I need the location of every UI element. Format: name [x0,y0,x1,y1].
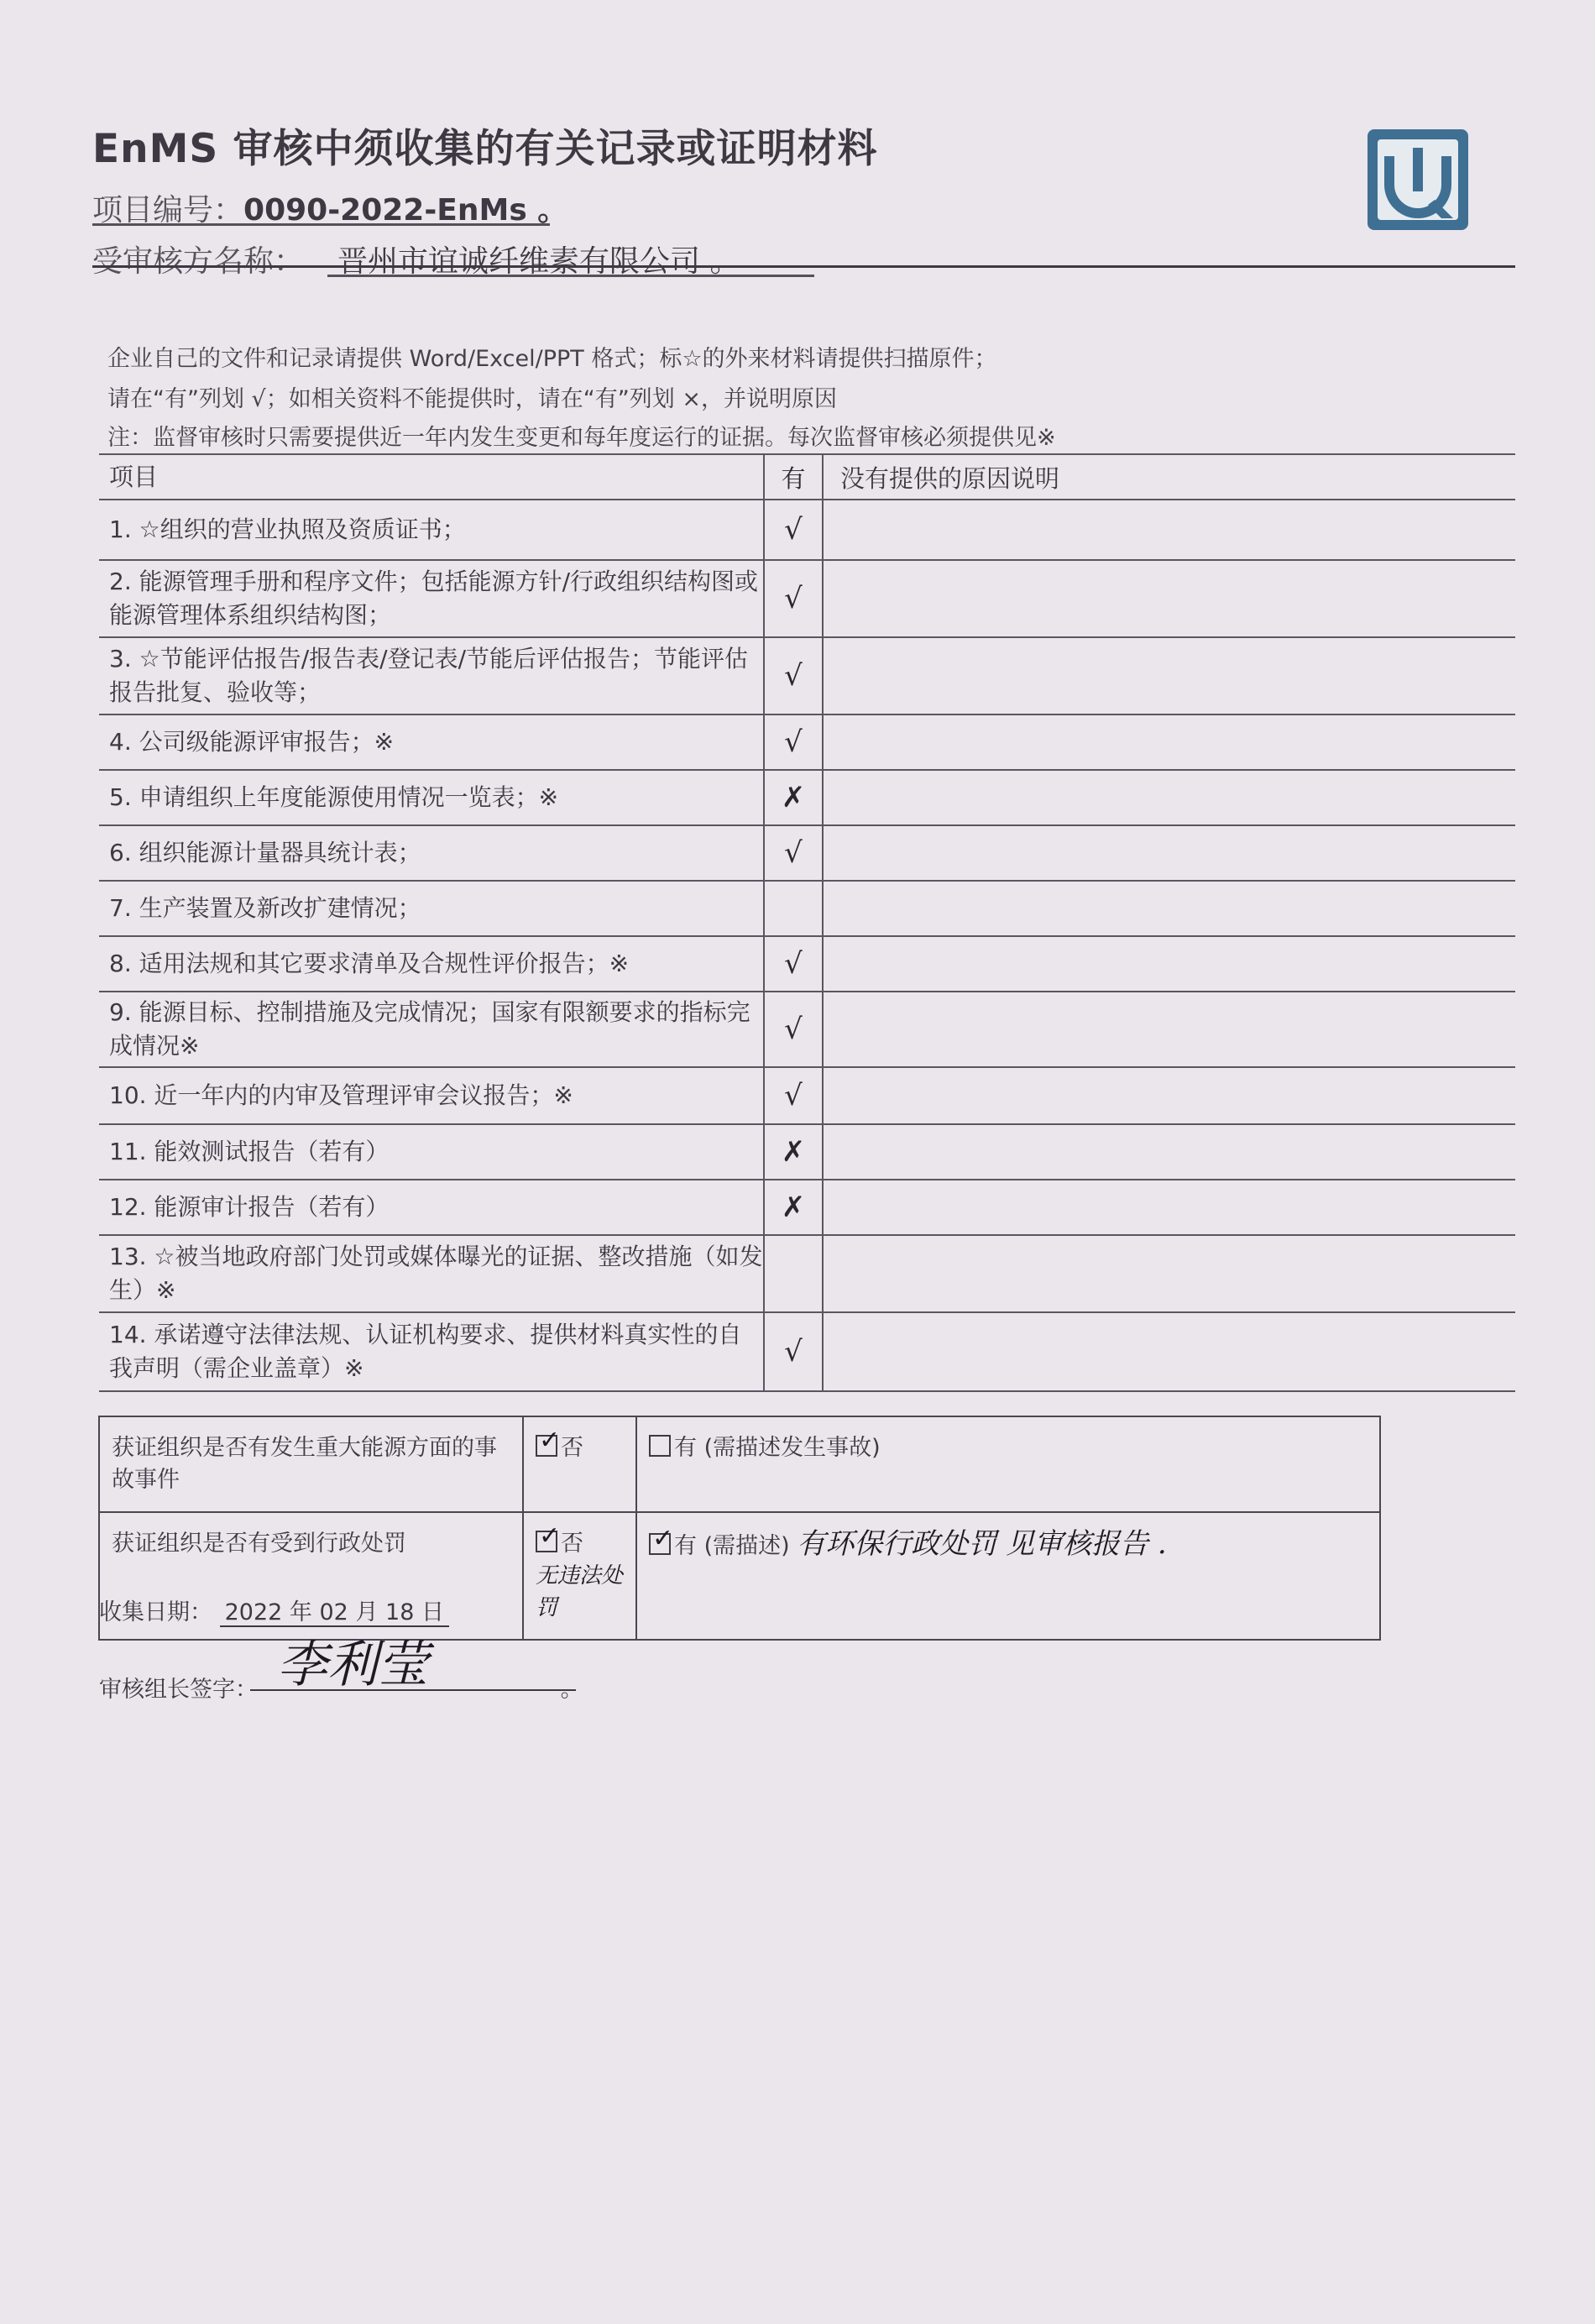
row-reason [823,1067,1515,1124]
header-rule [92,265,1515,268]
auditee-label: 受审核方名称： [92,244,305,279]
row-mark: √ [764,825,823,881]
row-reason [823,936,1515,992]
table-row [99,714,1515,770]
table-row [99,500,1515,560]
date-day: 18 [385,1599,415,1625]
certification-logo-icon [1364,126,1472,233]
row-label: 14. 承诺遵守法律法规、认证机构要求、提供材料真实性的自我声明（需企业盖章）※ [99,1312,764,1391]
row-mark: √ [764,560,823,637]
handwritten-description: 有环保行政处罚 见审核报告 . [797,1527,1167,1561]
collection-date [99,1594,449,1626]
table-row [99,560,1515,637]
month-unit: 月 [355,1599,379,1625]
checkbox-empty-icon[interactable] [649,1435,671,1457]
row-label: 5. 申请组织上年度能源使用情况一览表；※ [99,770,764,825]
row-mark: √ [764,637,823,714]
row-label: 10. 近一年内的内审及管理评审会议报告；※ [99,1067,764,1124]
header-reason: 没有提供的原因说明 [823,454,1515,500]
row-reason [823,992,1515,1067]
day-unit: 日 [421,1599,444,1625]
checkbox-checked-icon[interactable] [649,1533,671,1555]
yes-label: 有 (需描述发生事故) [674,1435,881,1461]
answer-yes [636,1416,1380,1512]
handwritten-signature: 李利莹 [277,1636,428,1694]
table-header-row [99,454,1515,500]
row-reason [823,560,1515,637]
row-label: 11. 能效测试报告（若有） [99,1124,764,1180]
project-number-label: 项目编号： [92,193,244,228]
answer-yes [636,1512,1380,1640]
question-text: 获证组织是否有受到行政处罚 [99,1512,523,1640]
answer-no [523,1416,636,1512]
table-row [99,936,1515,992]
instruction-note-1: 企业自己的文件和记录请提供 Word/Excel/PPT 格式；标☆的外来材料请提供扫描原件； [107,346,997,372]
row-reason [823,881,1515,936]
row-label: 7. 生产装置及新改扩建情况； [99,881,764,936]
row-mark: √ [764,1312,823,1391]
handwritten-note: 无违法处罚 [536,1563,624,1620]
header-have: 有 [764,454,823,500]
row-reason [823,637,1515,714]
row-mark [764,881,823,936]
row-mark: √ [764,714,823,770]
row-reason [823,1124,1515,1180]
row-reason [823,1180,1515,1235]
table-row [99,637,1515,714]
row-label: 13. ☆被当地政府部门处罚或媒体曝光的证据、整改措施（如发生）※ [99,1235,764,1312]
row-reason [823,825,1515,881]
signature-label: 审核组长签字： [99,1677,258,1703]
no-label: 否 [561,1531,583,1557]
row-label: 12. 能源审计报告（若有） [99,1180,764,1235]
year-unit: 年 [289,1599,312,1625]
row-reason [823,1235,1515,1312]
checkbox-checked-icon[interactable] [536,1435,557,1457]
row-label: 8. 适用法规和其它要求清单及合规性评价报告；※ [99,936,764,992]
row-label: 4. 公司级能源评审报告；※ [99,714,764,770]
question-row-incident [99,1416,1380,1512]
answer-no [523,1512,636,1640]
row-mark: ✗ [764,1180,823,1235]
date-label: 收集日期： [99,1599,212,1625]
row-mark: ✗ [764,1124,823,1180]
question-text: 获证组织是否有发生重大能源方面的事故事件 [99,1416,523,1512]
row-label: 3. ☆节能评估报告/报告表/登记表/节能后评估报告；节能评估报告批复、验收等； [99,637,764,714]
row-label: 2. 能源管理手册和程序文件；包括能源方针/行政组织结构图或能源管理体系组织结构图； [99,560,764,637]
row-mark: √ [764,1067,823,1124]
row-mark [764,1235,823,1312]
checkbox-checked-icon[interactable] [536,1531,557,1552]
row-reason [823,500,1515,560]
project-number-underline [92,223,550,226]
auditee-underline [327,275,814,277]
table-row [99,1180,1515,1235]
table-row [99,825,1515,881]
yes-label: 有 (需描述) [674,1533,790,1559]
header-item: 项目 [99,454,764,500]
row-reason [823,770,1515,825]
table-row [99,1124,1515,1180]
table-row [99,1312,1515,1391]
date-value [220,1599,449,1627]
row-label: 9. 能源目标、控制措施及完成情况；国家有限额要求的指标完成情况※ [99,992,764,1067]
row-reason [823,714,1515,770]
table-row [99,992,1515,1067]
row-mark: √ [764,936,823,992]
instruction-note-3: 注：监督审核时只需要提供近一年内发生变更和每年度运行的证据。每次监督审核必须提供见※ [107,425,1056,451]
records-table [99,453,1515,1392]
row-label: 6. 组织能源计量器具统计表； [99,825,764,881]
row-mark: √ [764,500,823,560]
auditee-value: 晋州市谊诚纤维素有限公司 。 [337,244,740,279]
table-row [99,1067,1515,1124]
row-reason [823,1312,1515,1391]
row-mark: ✗ [764,770,823,825]
document-title: EnMS 审核中须收集的有关记录或证明材料 [92,126,878,172]
date-month: 02 [319,1599,348,1625]
no-label: 否 [561,1435,583,1461]
row-mark: √ [764,992,823,1067]
signature-end: 。 [560,1677,583,1703]
instruction-note-2: 请在“有”列划 √；如相关资料不能提供时，请在“有”列划 ×，并说明原因 [107,386,837,412]
table-row [99,1235,1515,1312]
date-year: 2022 [224,1599,283,1625]
table-row [99,881,1515,936]
project-number-value: 0090-2022-EnMs 。 [243,193,568,228]
table-row [99,770,1515,825]
row-label: 1. ☆组织的营业执照及资质证书； [99,500,764,560]
